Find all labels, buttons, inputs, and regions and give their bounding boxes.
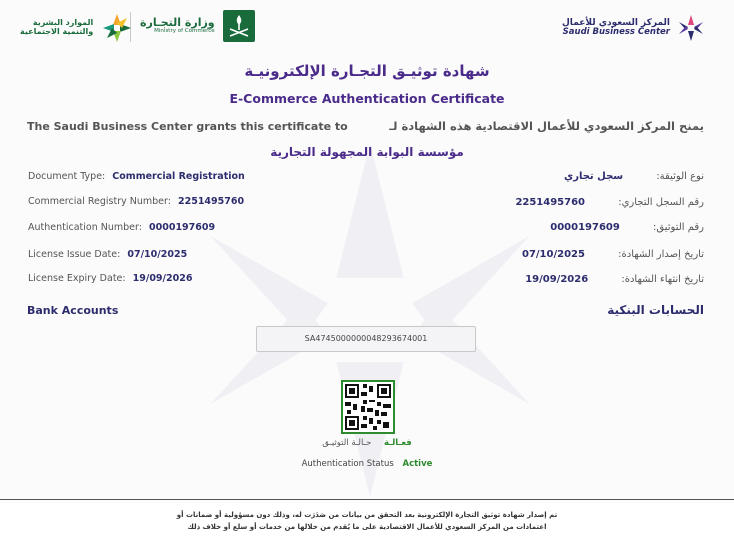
moc-logo — [140, 10, 255, 42]
hrsd-logo-icon — [99, 12, 135, 44]
sbc-name-en: Saudi Business Center — [562, 27, 670, 38]
field-value: 2251495760 — [515, 197, 586, 208]
iban-field: SA4745000000048293674001 — [256, 326, 476, 352]
field-value: 0000197609 — [149, 222, 216, 233]
status-value-ar: فعـالـة — [384, 438, 412, 448]
field-label: رقم التوثيق: — [653, 222, 704, 233]
field-label: Commercial Registry Number: — [28, 196, 171, 207]
status-label-ar: حـالـة التوثيـق — [322, 438, 372, 448]
field-value: 2251495760 — [177, 196, 245, 207]
field-document-type-ar — [564, 171, 704, 182]
field-value: 0000197609 — [550, 222, 620, 233]
title-ar: شهادة توثيـق التجـارة الإلكترونيـة — [244, 62, 490, 80]
field-label: تاريخ انتهاء الشهادة: — [621, 274, 704, 285]
field-cr-number-en — [28, 196, 244, 207]
title-en: E-Commerce Authentication Certificate — [229, 91, 505, 106]
saudi-emblem-icon — [223, 10, 255, 42]
sbc-logo — [562, 13, 706, 43]
field-value: 19/09/2026 — [132, 273, 193, 284]
grant-text-en: The Saudi Business Center grants this certificate to — [27, 120, 348, 133]
field-label: Authentication Number: — [28, 222, 142, 233]
field-auth-number-ar — [550, 222, 704, 233]
footer-divider — [0, 499, 734, 500]
field-label: Document Type: — [28, 171, 106, 182]
field-value: 07/10/2025 — [127, 249, 188, 260]
entity-name: مؤسسة البوابة المجهولة التجارية — [270, 145, 464, 159]
field-label: License Issue Date: — [28, 249, 121, 260]
header — [0, 0, 734, 52]
status-label-en: Authentication Status — [301, 459, 394, 469]
status-value-en: Active — [402, 459, 433, 469]
field-value: 07/10/2025 — [521, 249, 585, 260]
hrsd-name-line2: والتنمية الاجتماعية — [20, 27, 94, 36]
field-issue-date-ar — [522, 249, 704, 260]
hrsd-logo — [20, 12, 135, 44]
field-value: 19/09/2026 — [525, 274, 589, 285]
disclaimer-line-2: اعتمادات من المركز السعودي للأعمال الاقتصادية على ما يُقدم من خلالها من خدمات أو سلع أو خلاف ذلك — [187, 523, 547, 531]
field-value: سجل تجاري — [564, 171, 624, 182]
moc-name-ar: وزارة التجـارة — [140, 16, 215, 30]
disclaimer-line-1: تم إصدار شهادة توثيق التجارة الإلكترونية بعد التحقق من بيانات من صَدَرَت له، وذلك دون مسؤولية أو ضمانات أو — [176, 511, 558, 519]
sbc-name-ar: المركز السعودي للأعمال — [562, 17, 670, 28]
grant-text-ar: يمنح المركز السعودي للأعمال الاقتصادية هذه الشهادة لـ — [389, 119, 704, 133]
field-label: نوع الوثيقة: — [656, 171, 704, 182]
auth-status-en — [0, 459, 734, 469]
bank-accounts-title-ar: الحسابات البنكية — [607, 303, 704, 317]
bank-accounts-title-en: Bank Accounts — [27, 304, 119, 317]
moc-name-en: Ministry of Commerce — [154, 27, 215, 34]
field-label: تاريخ إصدار الشهادة: — [618, 249, 704, 260]
field-label: License Expiry Date: — [28, 273, 126, 284]
footer-disclaimer — [0, 503, 734, 540]
field-label: رقم السجل التجاري: — [618, 197, 704, 208]
field-document-type-en — [28, 171, 245, 182]
sbc-logo-icon — [676, 13, 706, 43]
field-value: Commercial Registration — [112, 171, 245, 182]
qr-code-icon[interactable] — [341, 380, 395, 434]
auth-status-ar — [0, 438, 734, 448]
hrsd-name-line1: الموارد البشرية — [32, 18, 94, 28]
field-cr-number-ar — [515, 197, 704, 208]
field-expiry-date-en — [28, 273, 192, 284]
field-auth-number-en — [28, 222, 215, 233]
field-expiry-date-ar — [525, 274, 704, 285]
field-issue-date-en — [28, 249, 187, 260]
